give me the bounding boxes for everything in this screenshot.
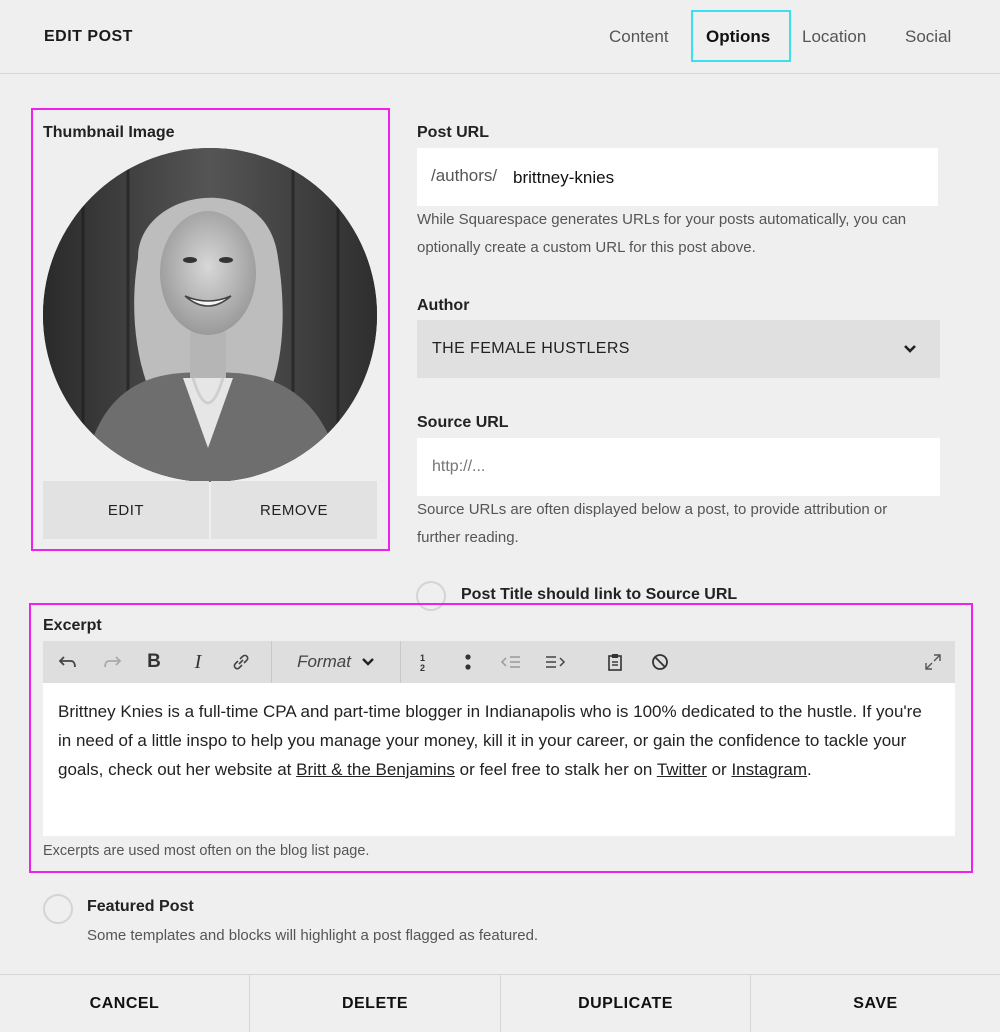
tab-social[interactable]: Social bbox=[905, 27, 952, 46]
featured-post-radio[interactable] bbox=[43, 894, 73, 924]
duplicate-button[interactable]: DUPLICATE bbox=[578, 995, 673, 1012]
source-url-help: Source URLs are often displayed below a post, to provide attribution or further reading. bbox=[417, 501, 888, 546]
source-url-input[interactable] bbox=[417, 438, 940, 496]
chevron-down-icon bbox=[903, 344, 917, 354]
thumbnail-remove-button[interactable]: REMOVE bbox=[211, 481, 377, 539]
featured-post-help: Some templates and blocks will highlight a post flagged as featured. bbox=[87, 927, 539, 944]
instagram-link[interactable]: Instagram bbox=[731, 760, 808, 779]
author-selected-value: THE FEMALE HUSTLERS bbox=[432, 340, 630, 357]
svg-text:1: 1 bbox=[420, 653, 426, 663]
author-label: Author bbox=[417, 297, 470, 314]
post-url-help: While Squarespace generates URLs for your posts automatically, you can optionally create a custom URL for this post above. bbox=[417, 211, 907, 256]
modal-header bbox=[0, 0, 1000, 74]
cancel-button[interactable]: CANCEL bbox=[89, 995, 160, 1012]
excerpt-text: Brittney Knies is a full-time CPA and part-time blogger in Indianapolis who is 100% dedicated to the hustle. If you're in need of a little inspo to help you manage your money, kill it in your career, or gain the confidence to tackle your goals, check out her website at Britt & the Benjamins or feel free to stalk her on Twitter or Instagram. bbox=[58, 702, 922, 779]
format-label: Format bbox=[297, 652, 351, 671]
save-button[interactable]: SAVE bbox=[853, 995, 898, 1012]
post-url-input[interactable] bbox=[417, 148, 938, 206]
tab-content[interactable]: Content bbox=[609, 27, 669, 46]
excerpt-label: Excerpt bbox=[43, 617, 102, 634]
excerpt-help: Excerpts are used most often on the blog list page. bbox=[43, 843, 370, 859]
tab-location[interactable]: Location bbox=[802, 27, 867, 46]
post-url-prefix: /authors/ bbox=[431, 166, 498, 185]
excerpt-highlight bbox=[29, 603, 973, 873]
italic-icon[interactable]: I bbox=[194, 650, 202, 673]
post-url-value: brittney-knies bbox=[513, 168, 615, 187]
thumbnail-image bbox=[43, 148, 377, 482]
tab-options[interactable]: Options bbox=[706, 27, 771, 46]
featured-post-label: Featured Post bbox=[87, 898, 194, 915]
thumbnail-edit-button[interactable]: EDIT bbox=[43, 481, 209, 539]
twitter-link[interactable]: Twitter bbox=[656, 760, 707, 779]
modal-footer bbox=[0, 974, 1000, 1032]
svg-text:2: 2 bbox=[420, 663, 426, 672]
source-link-label: Post Title should link to Source URL bbox=[461, 586, 738, 603]
page-title: EDIT POST bbox=[44, 28, 133, 45]
bold-icon[interactable]: B bbox=[147, 651, 161, 672]
delete-button[interactable]: DELETE bbox=[341, 995, 409, 1012]
thumbnail-label: Thumbnail Image bbox=[43, 124, 175, 141]
britt-benjamins-link[interactable]: Britt & the Benjamins bbox=[296, 760, 455, 779]
author-select[interactable] bbox=[417, 320, 940, 378]
portrait-photo bbox=[43, 148, 377, 482]
source-url-label: Source URL bbox=[417, 414, 509, 431]
post-url-label: Post URL bbox=[417, 124, 489, 141]
